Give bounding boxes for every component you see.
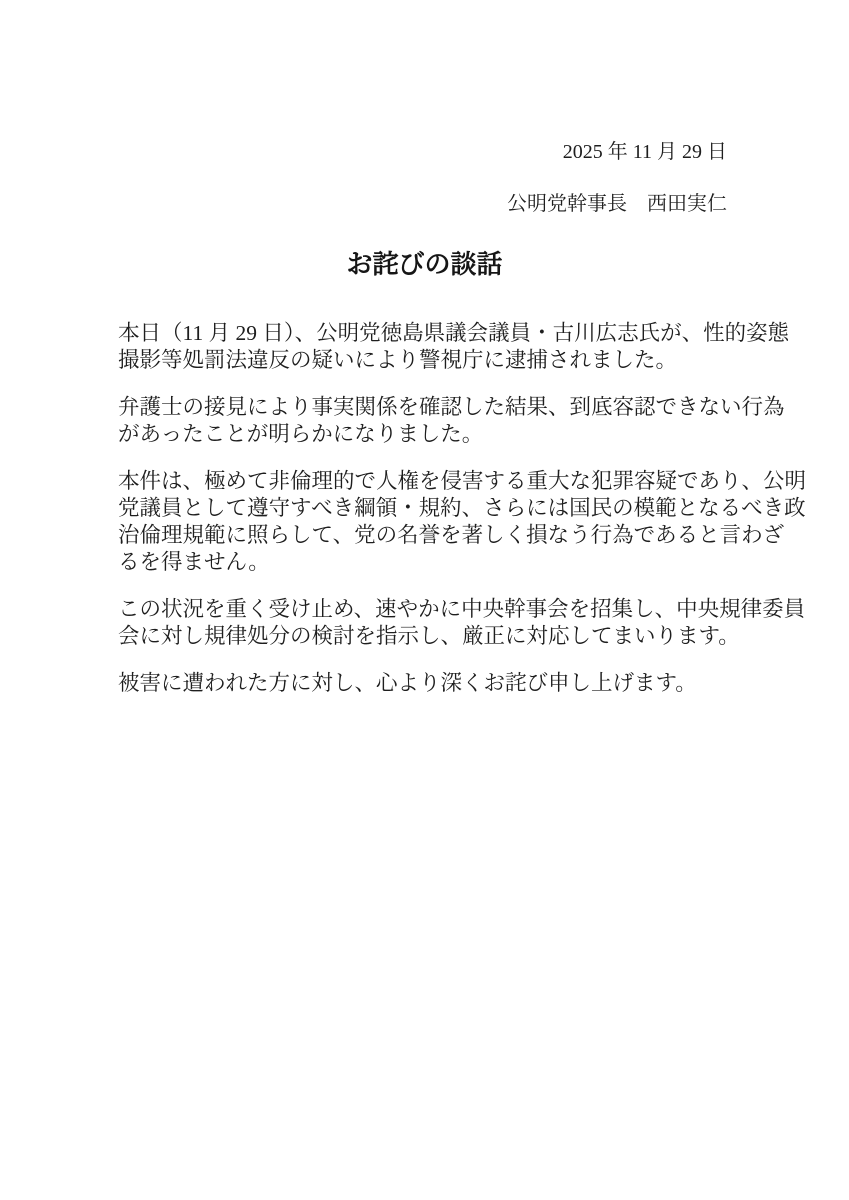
body-text-line: 被害に遭われた方に対し、心より深くお詫び申し上げます。 bbox=[118, 671, 697, 695]
body-text-line: るを得ません。 bbox=[118, 550, 270, 574]
document-title: お詫びの談話 bbox=[346, 249, 503, 279]
body-text-line: 治倫理規範に照らして、党の名誉を著しく損なう行為であると言わざ bbox=[118, 523, 785, 547]
paragraph-1 bbox=[118, 320, 790, 374]
body-text-line: 会に対し規律処分の検討を指示し、厳正に対応してまいります。 bbox=[118, 624, 740, 648]
paragraph-2 bbox=[118, 394, 785, 448]
body-text-line: 本件は、極めて非倫理的で人権を侵害する重大な犯罪容疑であり、公明 bbox=[118, 469, 807, 493]
body-text-line: があったことが明らかになりました。 bbox=[118, 422, 484, 446]
author-line: 公明党幹事長 西田実仁 bbox=[507, 193, 727, 215]
body-text-line: 党議員として遵守すべき綱領・規約、さらには国民の模範となるべき政 bbox=[118, 496, 806, 520]
body-text-line: 撮影等処罰法違反の疑いにより警視庁に逮捕されました。 bbox=[118, 348, 678, 372]
paragraph-5 bbox=[118, 670, 758, 697]
body-text-line: 弁護士の接見により事実関係を確認した結果、到底容認できない行為 bbox=[118, 395, 785, 419]
date-line: 2025 年 11 月 29 日 bbox=[562, 141, 727, 163]
paragraph-3 bbox=[118, 468, 807, 576]
body-text-line: 本日（11 月 29 日）、公明党徳島県議会議員・古川広志氏が、性的姿態 bbox=[118, 321, 790, 345]
body-text-line: この状況を重く受け止め、速やかに中央幹事会を招集し、中央規律委員 bbox=[118, 597, 806, 621]
paragraph-4 bbox=[118, 596, 806, 650]
document-body bbox=[118, 320, 807, 717]
